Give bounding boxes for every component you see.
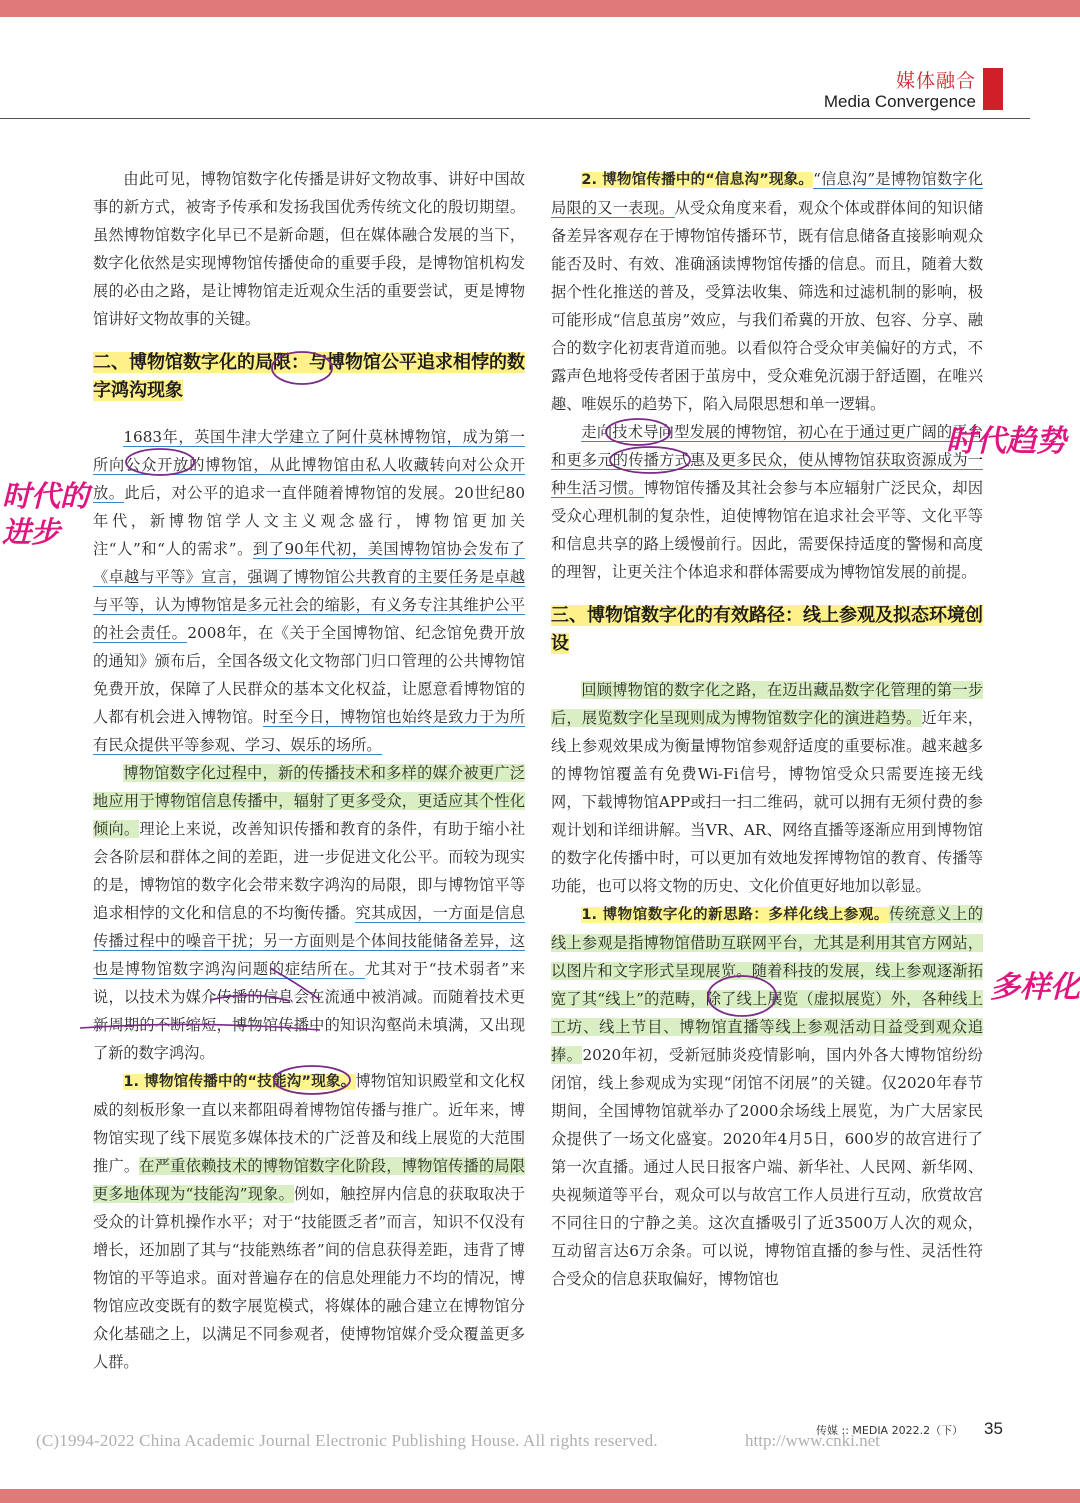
top-color-band [0, 0, 1080, 17]
paragraph-review: 回顾博物馆的数字化之路，在迈出藏品数字化管理的第一步后，展览数字化呈现则成为博物馆数字化的演进趋势。近年来，线上参观效果成为衡量博物馆参观舒适度的重要标准。越来越多的博物馆覆盖有免费Wi-Fi信号，博物馆受众只需要连接无线网，下载博物馆APP或扫一扫二维码，就可以拥有无须付费的参观计划和详细讲解。当VR、AR、网络直播等逐渐应用到博物馆的数字化传播中时，可以更加有效地发挥博物馆的教育、传播等功能，也可以将文物的历史、文化价值更好地加以彰显。 [551, 681, 983, 895]
page-number: 35 [984, 1419, 1003, 1438]
header-section-title: 媒体融合 [895, 70, 976, 92]
left-column [93, 165, 525, 1376]
footer-journal: 传媒 :: MEDIA 2022.2（下） [816, 1424, 964, 1437]
handwritten-note-right-top: 时代趋势 [946, 424, 1066, 459]
paragraph-skill-gap: 1. 博物馆传播中的“技能沟”现象。博物馆知识殿堂和文化权威的刻板形象一直以来都阻碍着博物馆传播与推广。近年来，博物馆实现了线下展览多媒体技术的广泛普及和线上展览的大范围推广。在严重依赖技术的博物馆数字化阶段，博物馆传播的局限更多地体现为“技能沟”现象。例如，触控屏内信息的获取取决于受众的计算机操作水平；对于“技能匮乏者”而言，知识不仅没有增长，还加剧了其与“技能熟练者”间的信息获得差距，违背了博物馆的平等追求。面对普遍存在的信息处理能力不均的情况，博物馆应改变既有的数字展览模式，将媒体的融合建立在博物馆分众化基础之上，以满足不同参观者，使博物馆媒介受众覆盖更多人群。 [93, 1072, 526, 1371]
header-section-subtitle: Media Convergence [823, 92, 976, 111]
right-column [551, 165, 983, 1293]
footer-url[interactable]: http://www.cnki.net [745, 1431, 880, 1450]
paragraph-tech-oriented: 走向技术导向型发展的博物馆，初心在于通过更广阔的平台和更多元的传播方式惠及更多民众，使从博物馆获取资源成为一种生活习惯。博物馆传播及其社会参与本应辐射广泛民众，却因受众心理机制的复杂性，迫使博物馆在追求社会平等、文化平等和信息共享的路上缓慢前行。因此，需要保持适度的警惕和高度的理智，让更关注个体追求和群体需要成为博物馆发展的前提。 [551, 423, 983, 581]
handwritten-note-right-bottom: 多样化 [990, 970, 1080, 1005]
header-red-block [983, 68, 1003, 110]
header-rule [0, 118, 1030, 119]
section-two-heading: 二、博物馆数字化的局限：与博物馆公平追求相悖的数字鸿沟现象 [93, 352, 525, 401]
paragraph-digital-divide: 博物馆数字化过程中，新的传播技术和多样的媒介被更广泛地应用于博物馆信息传播中，辐射了更多受众，更适应其个性化倾向。理论上来说，改善知识传播和教育的条件，有助于缩小社会各阶层和群体之间的差距，进一步促进文化公平。而较为现实的是，博物馆的数字化会带来数字鸿沟的局限，即与博物馆平等追求相悖的文化和信息的不均衡传播。究其成因，一方面是信息传播过程中的噪音干扰；另一方面则是个体间技能储备差异，这也是博物馆数字鸿沟问题的症结所在。尤其对于“技术弱者”来说，以技术为媒介传播的信息会在流通中被消减。而随着技术更新周期的不断缩短，博物馆传播中的知识沟壑尚未填满，又出现了新的数字鸿沟。 [93, 764, 526, 1062]
paragraph-history: 1683年，英国牛津大学建立了阿什莫林博物馆，成为第一所向公众开放的博物馆，从此博物馆由私人收藏转向对公众开放。此后，对公平的追求一直伴随着博物馆的发展。20世纪80年代，新博物馆学人文主义观念盛行，博物馆更加关注“人”和“人的需求”。到了90年代初，美国博物馆协会发布了《卓越与平等》宣言，强调了博物馆公共教育的主要任务是卓越与平等，认为博物馆是多元社会的缩影，有义务专注其维护公平的社会责任。2008年，在《关于全国博物馆、纪念馆免费开放的通知》颁布后，全国各级文化文物部门归口管理的公共博物馆免费开放，保障了人民群众的基本文化权益，让愿意看博物馆的人都有机会进入博物馆。时至今日，博物馆也始终是致力于为所有民众提供平等参观、学习、娱乐的场所。 [93, 428, 526, 754]
bottom-color-band [0, 1489, 1080, 1503]
handwritten-note-left: 时代的进步 [2, 479, 90, 549]
intro-paragraph: 由此可见，博物馆数字化传播是讲好文物故事、讲好中国故事的新方式，被寄予传承和发扬我国优秀传统文化的殷切期望。虽然博物馆数字化早已不是新命题，但在媒体融合发展的当下，数字化依然是实现博物馆传播使命的重要手段，是博物馆机构发展的必由之路，是让博物馆走近观众生活的重要尝试，更是博物馆讲好文物故事的关键。 [93, 170, 525, 328]
paragraph-info-gap: 2. 博物馆传播中的“信息沟”现象。“信息沟”是博物馆数字化局限的又一表现。从受众角度来看，观众个体或群体间的知识储备差异客观存在于博物馆传播环节，既有信息储备直接影响观众能否及时、有效、准确涵读博物馆传播的信息。而且，随着大数据个性化推送的普及，受算法收集、筛选和过滤机制的影响，极可能形成“信息茧房”效应，与我们希冀的开放、包容、分享、融合的数字化初衷背道而驰。以看似符合受众审美偏好的方式，不露声色地将受传者困于茧房中，受众难免沉溺于舒适圈，在唯兴趣、唯娱乐的趋势下，陷入局限思想和单一逻辑。 [551, 170, 983, 413]
section-three-heading: 三、博物馆数字化的有效路径：线上参观及拟态环境创设 [551, 605, 983, 654]
footer-copyright: (C)1994-2022 China Academic Journal Electronic Publishing House. All rights reserved. [36, 1431, 658, 1450]
paragraph-online-visit: 1. 博物馆数字化的新思路：多样化线上参观。传统意义上的线上参观是指博物馆借助互联网平台，尤其是利用其官方网站，以图片和文字形式呈现展览。随着科技的发展，线上参观逐渐拓宽了其“线上”的范畴，除了线上展览（虚拟展览）外，各种线上工坊、线上节目、博物馆直播等线上参观活动日益受到观众追捧。2020年初，受新冠肺炎疫情影响，国内外各大博物馆纷纷闭馆，线上参观成为实现“闭馆不闭展”的关键。仅2020年春节期间，全国博物馆就举办了2000余场线上展览，为广大居家民众提供了一场文化盛宴。2020年4月5日，600岁的故宫进行了第一次直播。通过人民日报客户端、新华社、人民网、新华网、央视频道等平台，观众可以与故宫工作人员进行互动，欣赏故宫不同往日的宁静之美。这次直播吸引了近3500万人次的观众，互动留言达6万余条。可以说，博物馆直播的参与性、灵活性符合受众的信息获取偏好，博物馆也 [551, 905, 983, 1288]
